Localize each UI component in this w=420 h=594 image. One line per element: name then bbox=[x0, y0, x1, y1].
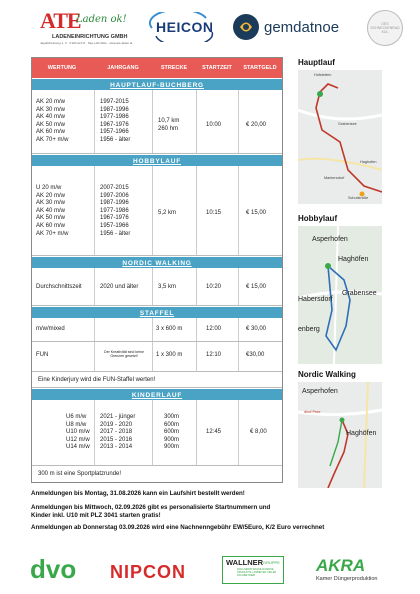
map-label: Haghöfen bbox=[338, 256, 369, 263]
map-label: Habersdorf bbox=[298, 296, 333, 303]
map-title-nordic-walking: Nordic Walking bbox=[298, 370, 356, 379]
seal-line-2: SCHNECKENRAD bbox=[370, 26, 400, 30]
cell-startgeld: € 30,00 bbox=[246, 326, 267, 332]
cell-startzeit: 10:00 bbox=[206, 122, 222, 128]
map-hobbylauf bbox=[298, 226, 382, 364]
seal-line-3: KUL bbox=[381, 30, 389, 34]
note-text: Eine Kinderjury wird die FUN-Staffel werten! bbox=[38, 377, 156, 383]
section-title: HOBBYLAUF bbox=[132, 158, 181, 165]
cell-strecke: 3 x 600 m bbox=[156, 326, 183, 332]
cell-wertung: U 20 m/w AK 20 m/w AK 30 m/w AK 40 m/w AK 50 m/w AK 60 m/w AK 70+ m/w bbox=[36, 185, 69, 237]
wallner-logo-lines: WALLNERSTRASSE DIVERSE PRODUKTE | ANBIETER VIELER FACHBETRIEB bbox=[237, 568, 277, 578]
heicon-logo bbox=[146, 12, 218, 42]
cell-strecke: 10,7 km 260 hm bbox=[158, 118, 180, 132]
map-title-hobbylauf: Hobbylauf bbox=[298, 214, 338, 223]
cell-wertung: Durchschnittszeit bbox=[36, 284, 82, 290]
header-startzeit: STARTZEIT bbox=[202, 65, 232, 71]
map-label: Haghofen bbox=[360, 160, 377, 164]
announcement-startnumbers: Anmeldungen bis Mittwoch, 02.09.2026 gibt es personalisierte Startnummern und Kinder inkl. U10 mit PLZ 3041 starten gratis! bbox=[31, 504, 271, 519]
wallner-logo-group: GRUPPE bbox=[263, 560, 280, 565]
nipcon-logo bbox=[110, 556, 194, 584]
map-label: Schulstraße bbox=[348, 196, 369, 200]
section-staffel bbox=[32, 306, 282, 318]
map-label: Hofstetten bbox=[314, 73, 332, 77]
cell-jahrgang: 2021 - jünger 2019 - 2020 2017 - 2018 2015 - 2016 2013 - 2014 bbox=[100, 414, 136, 451]
note-text: 300 m ist eine Sportplatzrunde! bbox=[38, 471, 122, 477]
ate-logo-address: Jagdscheinweg 1, 3 · 4 Wünsch 8 · Neu-Löhnhöfe · www.ate-laden.at bbox=[40, 41, 133, 45]
section-title: KINDERLAUF bbox=[131, 392, 183, 399]
gemdat-circle-icon bbox=[233, 14, 259, 40]
table-row bbox=[32, 400, 282, 466]
table-row bbox=[32, 268, 282, 306]
cell-startgeld: €30,00 bbox=[246, 352, 265, 358]
heicon-logo-text: HEICON bbox=[156, 19, 214, 35]
cell-wertung: FUN bbox=[36, 352, 49, 358]
table-row bbox=[32, 318, 282, 342]
cell-jahrgang: 2007-2015 1997-2006 1987-1996 1977-1986 1967-1976 1957-1966 1956 - älter bbox=[100, 185, 131, 237]
cell-startzeit: 10:20 bbox=[206, 284, 222, 290]
map-nordic-walking bbox=[298, 382, 382, 488]
ate-logo-slogan: Laden ok! bbox=[76, 14, 127, 25]
dvo-logo-text: dvo bbox=[30, 554, 77, 584]
cell-startgeld: € 20,00 bbox=[246, 122, 267, 128]
akra-logo-tagline: Kamer Düngerproduktion bbox=[316, 576, 378, 582]
cell-startzeit: 10:15 bbox=[206, 210, 222, 216]
map-label: dhof Pree bbox=[304, 410, 321, 414]
section-kinderlauf bbox=[32, 388, 282, 400]
cell-strecke: 300m 600m 600m 900m 900m bbox=[164, 414, 180, 451]
cell-startzeit: 12:10 bbox=[206, 352, 222, 358]
akra-logo bbox=[314, 556, 398, 584]
map-label: Haghöfen bbox=[346, 430, 377, 437]
section-title: STAFFEL bbox=[139, 310, 175, 317]
kinderlauf-note bbox=[32, 466, 282, 482]
gemdat-logo-text: gemdatnoe bbox=[264, 19, 340, 36]
header-jahrgang: JAHRGANG bbox=[107, 65, 139, 71]
map-label: Asperhofen bbox=[312, 236, 348, 243]
nipcon-logo-text: NIPCON bbox=[110, 562, 187, 582]
seal-icon bbox=[367, 10, 403, 46]
cell-strecke: 1 x 300 m bbox=[156, 352, 183, 358]
ate-logo-letters: ATE bbox=[40, 8, 81, 33]
table-header bbox=[32, 58, 282, 78]
header-strecke: STRECKE bbox=[160, 65, 188, 71]
section-title: HAUPTLAUF-BUCHBERG bbox=[110, 82, 204, 89]
header-wertung: WERTUNG bbox=[47, 65, 77, 71]
cell-startgeld: € 15,00 bbox=[246, 284, 267, 290]
cell-jahrgang: 2020 und älter bbox=[100, 284, 139, 290]
staffel-note bbox=[32, 372, 282, 388]
map-hauptlauf-route bbox=[298, 70, 382, 204]
section-title: NORDIC WALKING bbox=[122, 260, 192, 267]
table-row bbox=[32, 342, 282, 372]
schneckenrad-seal-logo bbox=[363, 8, 407, 48]
wallner-logo bbox=[222, 556, 284, 584]
map-label: Grabensee bbox=[342, 290, 377, 297]
cell-startzeit: 12:00 bbox=[206, 326, 222, 332]
cell-wertung: U6 m/w U8 m/w U10 m/w U12 m/w U14 m/w bbox=[66, 414, 90, 451]
seal-line-1: GES bbox=[381, 22, 389, 26]
race-table bbox=[31, 57, 283, 483]
table-row bbox=[32, 166, 282, 256]
wallner-logo-name: WALLNER bbox=[226, 558, 264, 567]
section-hobbylauf bbox=[32, 154, 282, 166]
cell-startgeld: € 8,00 bbox=[250, 429, 267, 435]
header-startgeld: STARTGELD bbox=[243, 65, 277, 71]
ate-logo bbox=[40, 10, 132, 48]
map-label: Grabensee bbox=[338, 122, 357, 126]
table-row bbox=[32, 90, 282, 154]
cell-startgeld: € 15,00 bbox=[246, 210, 267, 216]
cell-jahrgang: Der Kreativität sind keine Grenzen gesetzt! bbox=[104, 350, 144, 359]
cell-strecke: 5,2 km bbox=[158, 210, 177, 216]
cell-strecke: 3,5 km bbox=[158, 284, 177, 290]
cell-jahrgang: 1997-2015 1987-1996 1977-1986 1967-1976 1957-1966 1956 - älter bbox=[100, 99, 131, 143]
cell-wertung: m/w/mixed bbox=[36, 326, 65, 332]
section-hauptlauf bbox=[32, 78, 282, 90]
cell-startzeit: 12:45 bbox=[206, 429, 222, 435]
map-title-hauptlauf: Hauptlauf bbox=[298, 58, 335, 67]
announcement-shirt: Anmeldungen bis Montag, 31.08.2026 kann ein Laufshirt bestellt werden! bbox=[31, 490, 245, 497]
section-nordic-walking bbox=[32, 256, 282, 268]
map-label: Asperhofen bbox=[302, 388, 338, 395]
map-label: enberg bbox=[298, 326, 320, 333]
map-hauptlauf bbox=[298, 70, 382, 204]
gemdat-logo bbox=[233, 12, 353, 42]
announcement-latefee: Anmeldungen ab Donnerstag 03.09.2026 wird eine Nachnenngebühr EW/5Euro, K/2 Euro verrechnet bbox=[31, 524, 325, 531]
akra-logo-text: AKRA bbox=[316, 556, 366, 575]
ate-logo-subtitle: LADENEINRICHTUNG GMBH bbox=[52, 34, 128, 40]
dvo-logo bbox=[30, 556, 80, 584]
cell-wertung: AK 20 m/w AK 30 m/w AK 40 m/w AK 50 m/w AK 60 m/w AK 70+ m/w bbox=[36, 99, 69, 143]
map-label: Markersdorf bbox=[324, 176, 345, 180]
